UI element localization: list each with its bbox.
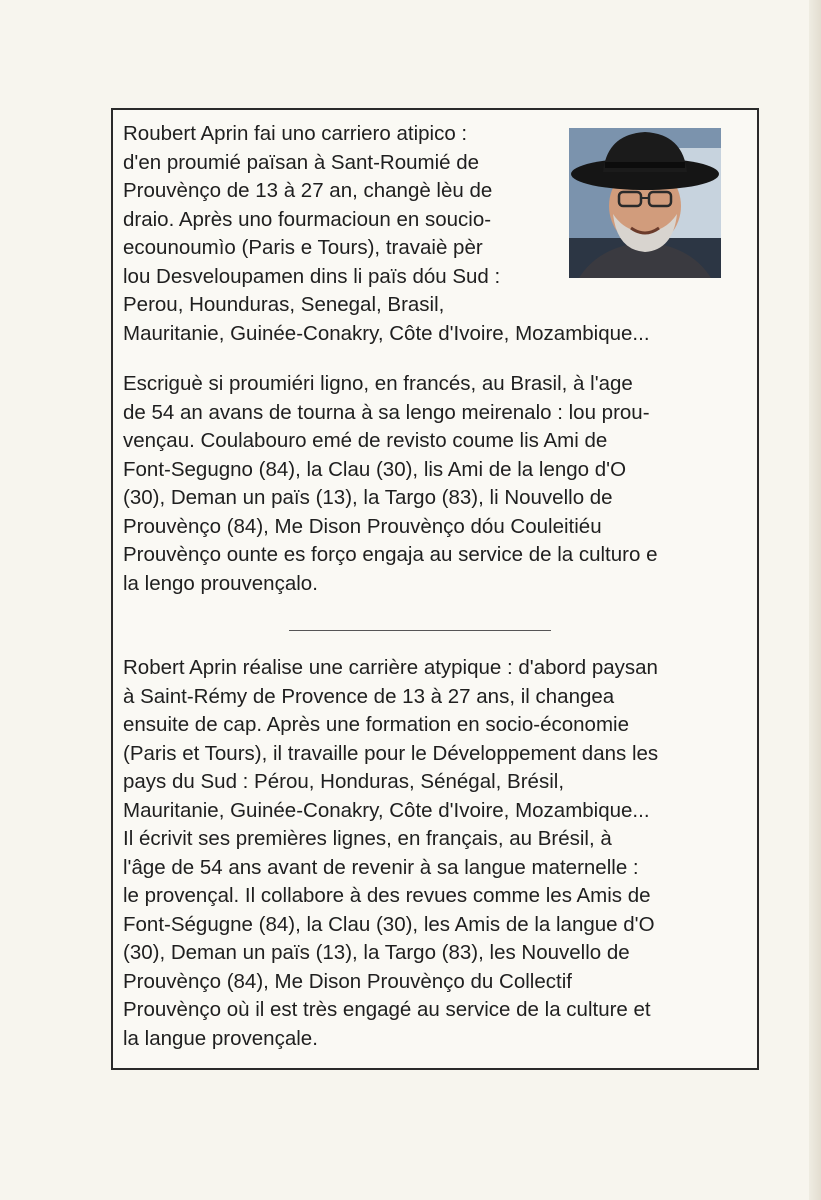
occitan-bio-paragraph-2: Escriguè si proumiéri ligno, en francés, au Brasil, à l'age de 54 an avans de tourna à sa lengo meirenalo : lou prou- vençau. Coulabouro emé de revisto coume lis Ami de Font-Segugno (84), la Clau (30), lis Ami de la lengo d'O (30), Deman un païs (13), la Targo (83), li Nouvello de Prouvènço (84), Me Dison Prouvènço dóu Couleitiéu Prouvènço ounte es forço engaja au service de la culturo e la lengo prouvençalo.: [123, 372, 658, 595]
page-edge: [809, 0, 821, 1200]
author-bio-box: [111, 108, 759, 1070]
french-bio-paragraph: Robert Aprin réalise une carrière atypique : d'abord paysan à Saint-Rémy de Provence de 13 à 27 ans, il changea ensuite de cap. Après une formation en socio-économie (Paris et Tours), il travaille pour le Développement dans les pays du Sud : Pérou, Honduras, Sénégal, Brésil, Mauritanie, Guinée-Conakry, Côte d'Ivoire, Mozambique... Il écrivit ses premières lignes, en français, au Brésil, à l'âge de 54 ans avant de revenir à sa langue maternelle : le provençal. Il collabore à des revues comme les Amis de Font-Ségugne (84), la Clau (30), les Amis de la langue d'O (30), Deman un païs (13), la Targo (83), les Nouvello de Prouvènço (84), Me Dison Prouvènço du Collectif Prouvènço où il est très engagé au service de la culture et la langue provençale.: [123, 656, 659, 1050]
occitan-bio-paragraph-1: Roubert Aprin fai uno carriero atipico : d'en proumié païsan à Sant-Roumié de Prouvènço de 13 à 27 an, changè lèu de draio. Après uno fourmacioun en soucio- ecounoumìo (Paris e Tours), travaiè pèr lou Desveloupamen dins li païs dóu Sud : Perou, Hounduras, Senegal, Brasil, Mauritanie, Guinée-Conakry, Côte d'Ivoire, Mozambique...: [123, 122, 650, 345]
section-divider: [289, 630, 551, 631]
